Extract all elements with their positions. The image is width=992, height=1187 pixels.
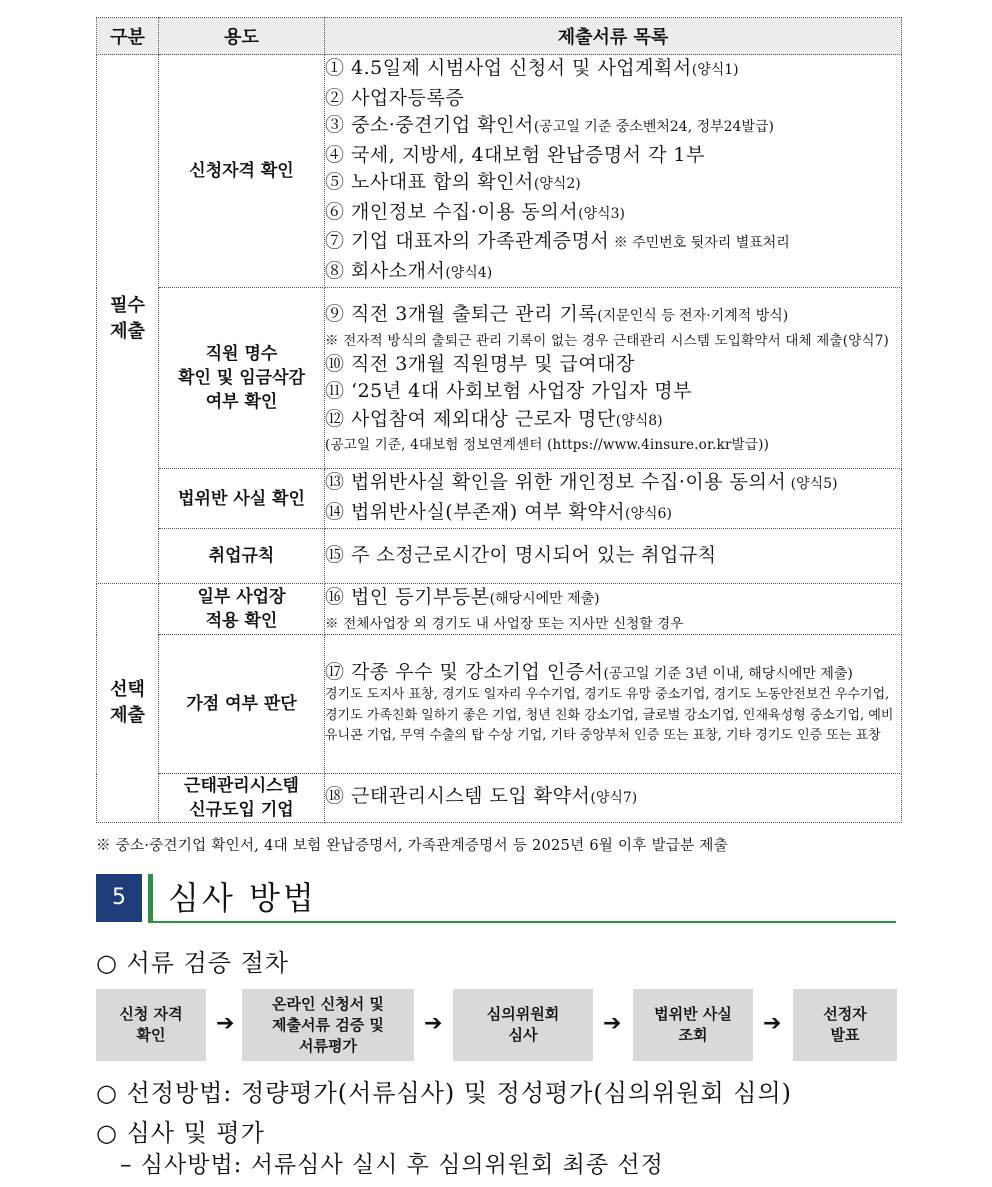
bullet-procedure: ○ 서류 검증 절차 bbox=[96, 949, 289, 977]
table-row bbox=[97, 635, 902, 774]
list-item: ⑪ ‘25년 4대 사회보험 사업장 가입자 명부 bbox=[325, 380, 692, 402]
section-accent-bar bbox=[148, 874, 153, 922]
use-bonus-points: 가점 여부 판단 bbox=[159, 635, 325, 774]
arrow-right-icon: ➔ bbox=[603, 1011, 622, 1036]
list-note: (공고일 기준, 4대보험 정보연계센터 (https://www.4insure.or.kr발급)) bbox=[325, 437, 770, 453]
category-optional: 선택 제출 bbox=[97, 584, 159, 823]
documents-table bbox=[96, 17, 902, 823]
section-underline bbox=[148, 921, 896, 923]
use-work-rules: 취업규칙 bbox=[159, 529, 325, 584]
use-law-violation: 법위반 사실 확인 bbox=[159, 469, 325, 529]
document-list bbox=[325, 288, 902, 469]
header-use: 용도 bbox=[159, 18, 325, 55]
document-list bbox=[325, 529, 902, 584]
arrow-right-icon: ➔ bbox=[216, 1011, 235, 1036]
list-note: ※ 전자적 방식의 출퇴근 관리 기록이 없는 경우 근태관리 시스템 도입확약서 대체 제출(양식7) bbox=[325, 332, 889, 349]
list-item: ③ 중소·중견기업 확인서(공고일 기준 중소벤처24, 정부24발급) bbox=[325, 114, 774, 136]
list-note: 경기도 도지사 표창, 경기도 일자리 우수기업, 경기도 유망 중소기업, 경기도 노동안전보건 우수기업, 경기도 가족친화 일하기 좋은 기업, 청년 친화 강소기업, 글로벌 강소기업, 인재육성형 중소기업, 예비 유니콘 기업, 무역 수출의 탑 수상 기업, 기타 중앙부처 인증 또는 표창, 기타 경기도 인증 또는 표창 bbox=[325, 687, 894, 744]
flow-step-online-review: 온라인 신청서 및 제출서류 검증 및 서류평가 bbox=[242, 989, 414, 1061]
flow-step-eligibility: 신청 자격 확인 bbox=[96, 989, 206, 1061]
list-item: ⑦ 기업 대표자의 가족관계증명서 ※ 주민번호 뒷자리 별표처리 bbox=[325, 230, 790, 252]
arrow-right-icon: ➔ bbox=[763, 1011, 782, 1036]
list-item: ⑧ 회사소개서(양식4) bbox=[325, 259, 493, 282]
list-item: ⑯ 법인 등기부등본(해당시에만 제출) bbox=[325, 586, 600, 609]
list-item: ② 사업자등록증 bbox=[325, 86, 465, 109]
document-list bbox=[325, 469, 902, 529]
list-item: ④ 국세, 지방세, 4대보험 완납증명서 각 1부 bbox=[325, 143, 705, 166]
bullet-review-sub: – 심사방법: 서류심사 실시 후 심의위원회 최종 선정 bbox=[120, 1152, 664, 1178]
section-title: 심사 방법 bbox=[168, 879, 317, 917]
document-list bbox=[325, 774, 902, 823]
list-item: ⑨ 직전 3개월 출퇴근 관리 기록(지문인식 등 전자·기계적 방식) bbox=[325, 303, 789, 325]
bullet-method: ○ 선정방법: 정량평가(서류심사) 및 정성평가(심의위원회 심의) bbox=[96, 1079, 793, 1107]
header-category: 구분 bbox=[97, 18, 159, 55]
list-item: ⑱ 근태관리시스템 도입 확약서(양식7) bbox=[325, 785, 638, 808]
list-item: ⑭ 법위반사실(부존재) 여부 확약서(양식6) bbox=[325, 500, 672, 523]
list-item: ⑫ 사업참여 제외대상 근로자 명단(양식8) bbox=[325, 407, 663, 430]
use-employee-count: 직원 명수 확인 및 임금삭감 여부 확인 bbox=[159, 288, 325, 469]
table-row bbox=[97, 55, 902, 288]
header-documents: 제출서류 목록 bbox=[325, 18, 902, 55]
table-row bbox=[97, 774, 902, 823]
list-item: ⑥ 개인정보 수집·이용 동의서(양식3) bbox=[325, 200, 625, 223]
use-attendance-system: 근태관리시스템 신규도입 기업 bbox=[159, 774, 325, 823]
list-item: ⑤ 노사대표 합의 확인서(양식2) bbox=[325, 171, 581, 193]
table-header-row bbox=[97, 18, 902, 55]
list-item: ⑬ 법위반사실 확인을 위한 개인정보 수집·이용 동의서 (양식5) bbox=[325, 471, 838, 493]
table-row bbox=[97, 584, 902, 635]
bullet-review: ○ 심사 및 평가 bbox=[96, 1119, 265, 1147]
table-row bbox=[97, 288, 902, 469]
document-list bbox=[325, 584, 902, 635]
section-number: 5 bbox=[96, 874, 142, 922]
flow-step-violation-check: 법위반 사실 조회 bbox=[633, 989, 753, 1061]
document-list bbox=[325, 55, 902, 288]
list-note: ※ 전체사업장 외 경기도 내 사업장 또는 지사만 신청할 경우 bbox=[325, 615, 684, 632]
document-list bbox=[325, 635, 902, 774]
arrow-right-icon: ➔ bbox=[424, 1011, 443, 1036]
use-eligibility: 신청자격 확인 bbox=[159, 55, 325, 288]
flow-step-committee: 심의위원회 심사 bbox=[453, 989, 593, 1061]
list-item: ⑩ 직전 3개월 직원명부 및 급여대장 bbox=[325, 352, 635, 375]
use-partial-site: 일부 사업장 적용 확인 bbox=[159, 584, 325, 635]
list-item: ⑰ 각종 우수 및 강소기업 인증서(공고일 기준 3년 이내, 해당시에만 제출) bbox=[325, 661, 853, 684]
footnote: ※ 중소·중견기업 확인서, 4대 보험 완납증명서, 가족관계증명서 등 2025년 6월 이후 발급분 제출 bbox=[96, 838, 729, 854]
category-required: 필수 제출 bbox=[97, 55, 159, 584]
list-item: ⑮ 주 소정근로시간이 명시되어 있는 취업규칙 bbox=[325, 544, 717, 567]
table-row bbox=[97, 529, 902, 584]
flow-step-announcement: 선정자 발표 bbox=[793, 989, 897, 1061]
list-item: ① 4.5일제 시범사업 신청서 및 사업계획서(양식1) bbox=[325, 57, 739, 79]
table-row bbox=[97, 469, 902, 529]
